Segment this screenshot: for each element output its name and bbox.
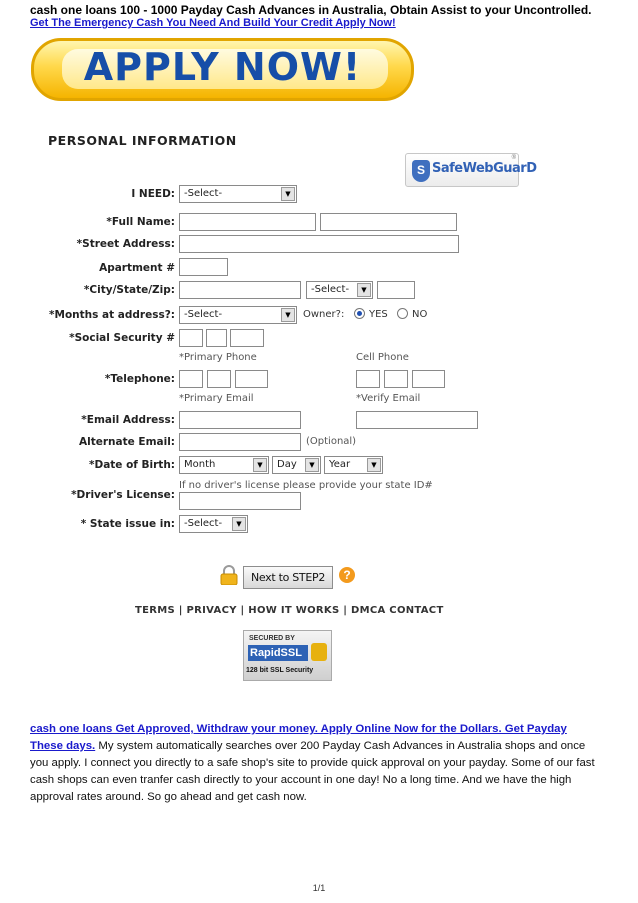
- registered-icon: ®: [511, 155, 516, 161]
- help-icon[interactable]: ?: [339, 567, 355, 583]
- dob-label: *Date of Birth:: [89, 459, 175, 471]
- chevron-down-icon: ▼: [253, 458, 267, 472]
- owner-no-radio[interactable]: [397, 308, 408, 319]
- cell-line-input[interactable]: [412, 370, 445, 388]
- email-label: *Email Address:: [81, 414, 175, 426]
- ssn-part2-input[interactable]: [206, 329, 227, 347]
- page-number: 1/1: [312, 883, 326, 893]
- state-value: -Select-: [311, 284, 350, 295]
- badge-label: SafeWebGuarD: [432, 161, 537, 176]
- chevron-down-icon: ▼: [357, 283, 371, 297]
- ssl-bits: 128 bit SSL Security: [246, 667, 314, 674]
- alt-email-input[interactable]: [179, 433, 301, 451]
- article-paragraph: [30, 721, 596, 806]
- last-name-input[interactable]: [320, 213, 457, 231]
- rapidssl-badge[interactable]: [243, 630, 332, 681]
- i-need-label: I NEED:: [131, 188, 175, 200]
- padlock-icon: [311, 643, 327, 661]
- primary-email-hint: *Primary Email: [179, 393, 254, 404]
- dob-month-value: Month: [184, 459, 216, 470]
- apartment-label: Apartment #: [99, 262, 175, 274]
- apply-link[interactable]: Get The Emergency Cash You Need And Build Your Credit Apply Now!: [30, 17, 396, 29]
- section-heading: PERSONAL INFORMATION: [48, 133, 237, 148]
- ssn-label: *Social Security #: [69, 332, 175, 344]
- cell-prefix-input[interactable]: [384, 370, 408, 388]
- chevron-down-icon: ▼: [367, 458, 381, 472]
- chevron-down-icon: ▼: [281, 308, 295, 322]
- license-input[interactable]: [179, 492, 301, 510]
- phone-prefix-input[interactable]: [207, 370, 231, 388]
- full-name-label: *Full Name:: [106, 216, 175, 228]
- phone-line-input[interactable]: [235, 370, 268, 388]
- verify-email-input[interactable]: [356, 411, 478, 429]
- state-issue-label: * State issue in:: [80, 518, 175, 530]
- license-hint: If no driver's license please provide your state ID#: [179, 480, 433, 491]
- phone-area-input[interactable]: [179, 370, 203, 388]
- email-input[interactable]: [179, 411, 301, 429]
- cell-area-input[interactable]: [356, 370, 380, 388]
- chevron-down-icon: ▼: [305, 458, 319, 472]
- safewebguard-badge[interactable]: [405, 153, 537, 187]
- shield-icon: S: [412, 160, 430, 182]
- chevron-down-icon: ▼: [281, 187, 295, 201]
- owner-yes-label: YES: [369, 309, 388, 320]
- page-title: cash one loans 100 - 1000 Payday Cash Advances in Australia, Obtain Assist to your Uncontrolled.: [30, 3, 592, 17]
- footer-links: TERMS | PRIVACY | HOW IT WORKS | DMCA CONTACT: [135, 605, 444, 616]
- dob-month-select[interactable]: [179, 456, 269, 474]
- next-step-button[interactable]: Next to STEP2: [243, 566, 333, 589]
- zip-input[interactable]: [377, 281, 415, 299]
- article-link[interactable]: cash one loans Get Approved, Withdraw your money. Apply Online Now for the Dollars. Get Payday These days.: [30, 723, 567, 752]
- state-issue-select[interactable]: [179, 515, 248, 533]
- apply-now-label: APPLY NOW!: [83, 45, 362, 89]
- i-need-select[interactable]: [179, 185, 297, 203]
- chevron-down-icon: ▼: [232, 517, 246, 531]
- city-state-zip-label: *City/State/Zip:: [83, 284, 175, 296]
- lock-icon: [220, 565, 238, 585]
- apartment-input[interactable]: [179, 258, 228, 276]
- optional-hint: (Optional): [306, 436, 357, 447]
- ssl-secured-by: SECURED BY: [249, 635, 295, 642]
- state-issue-value: -Select-: [184, 518, 223, 529]
- months-value: -Select-: [184, 309, 223, 320]
- alt-email-label: Alternate Email:: [79, 436, 175, 448]
- privacy-link[interactable]: PRIVACY: [186, 605, 237, 616]
- first-name-input[interactable]: [179, 213, 316, 231]
- article-text: My system automatically searches over 200 Payday Cash Advances in Australia shops and once you apply. I connect you directly to a safe shop's site to provide quick approval on your payday. Some of our fast cash shops can even tranfer cash directly to your account in one day! No a long time. And we have the high approval rates around. So go ahead and get cash now.: [30, 740, 595, 803]
- ssn-part1-input[interactable]: [179, 329, 203, 347]
- dob-year-value: Year: [329, 459, 351, 470]
- dob-day-select[interactable]: [272, 456, 321, 474]
- months-label: *Months at address?:: [49, 309, 175, 321]
- dmca-contact-link[interactable]: DMCA CONTACT: [351, 605, 444, 616]
- dob-year-select[interactable]: [324, 456, 383, 474]
- license-label: *Driver's License:: [71, 489, 175, 501]
- owner-no-label: NO: [412, 309, 428, 320]
- street-input[interactable]: [179, 235, 459, 253]
- dob-day-value: Day: [277, 459, 297, 470]
- state-select[interactable]: [306, 281, 373, 299]
- terms-link[interactable]: TERMS: [135, 605, 176, 616]
- primary-phone-hint: *Primary Phone: [179, 352, 257, 363]
- owner-label: Owner?:: [303, 309, 345, 320]
- months-select[interactable]: [179, 306, 297, 324]
- how-it-works-link[interactable]: HOW IT WORKS: [248, 605, 340, 616]
- owner-yes-radio[interactable]: [354, 308, 365, 319]
- telephone-label: *Telephone:: [104, 373, 175, 385]
- apply-now-banner[interactable]: [31, 38, 414, 101]
- verify-email-hint: *Verify Email: [356, 393, 421, 404]
- street-label: *Street Address:: [76, 238, 175, 250]
- city-input[interactable]: [179, 281, 301, 299]
- ssl-brand: RapidSSL: [248, 645, 308, 661]
- cell-phone-hint: Cell Phone: [356, 352, 409, 363]
- ssn-part3-input[interactable]: [230, 329, 264, 347]
- i-need-value: -Select-: [184, 188, 223, 199]
